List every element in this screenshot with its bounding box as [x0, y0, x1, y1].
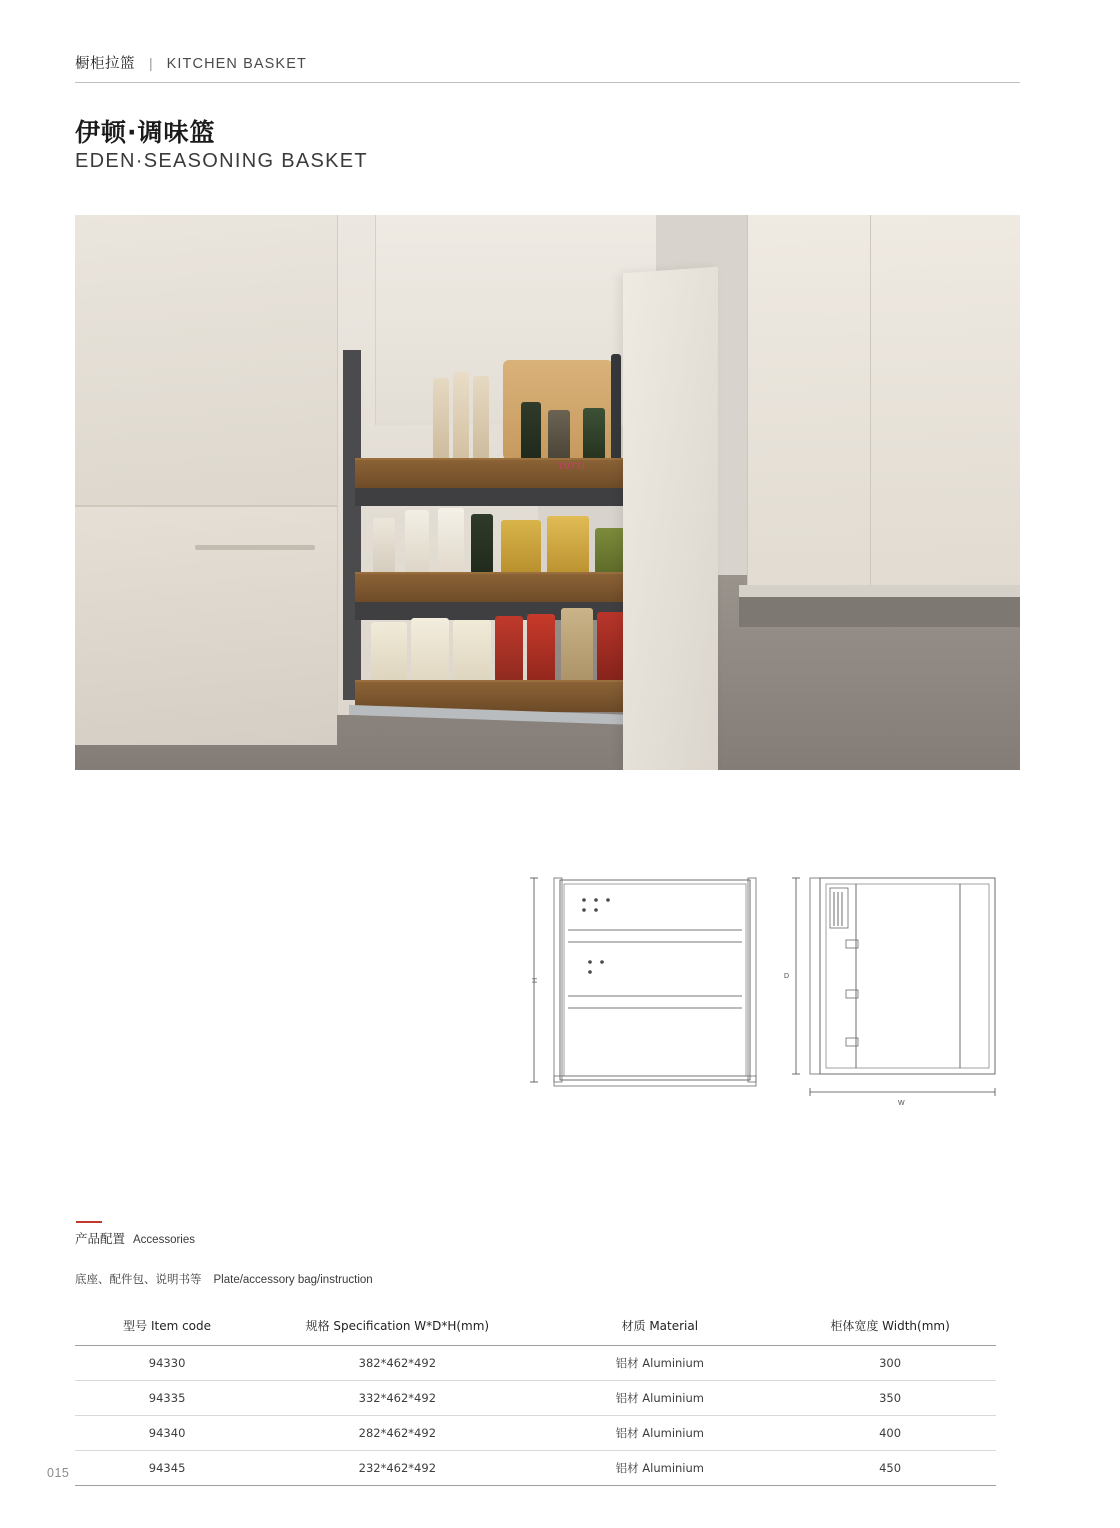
jar-olives [595, 528, 625, 574]
accessories-items [75, 1271, 373, 1287]
knife [611, 354, 621, 464]
page-title-en: EDEN·SEASONING BASKET [75, 150, 368, 172]
accessories-items-cn: 底座、配件包、说明书等 [75, 1272, 202, 1286]
page-header [75, 52, 1020, 83]
basket-rail-top [355, 488, 633, 506]
oil-bottle [583, 408, 605, 460]
bottle-middle [405, 510, 429, 574]
cell-width: 450 [784, 1451, 996, 1486]
cell-specification: 382*462*492 [259, 1346, 535, 1381]
column-header-specification: 规格 Specification W*D*H(mm) [259, 1308, 535, 1346]
breadcrumb-category-en: KITCHEN BASKET [166, 56, 307, 72]
page-number: 015 [47, 1466, 70, 1480]
accessories-items-en: Plate/accessory bag/instruction [213, 1274, 373, 1286]
column-header-material: 材质 Material [535, 1308, 784, 1346]
breadcrumb-category-cn: 橱柜拉篮 [75, 56, 135, 72]
technical-drawings [520, 870, 1020, 1120]
table-header-row [75, 1308, 996, 1346]
table-row [75, 1381, 996, 1416]
cell-item-code: 94340 [75, 1416, 259, 1451]
table-row [75, 1346, 996, 1381]
cell-width: 350 [784, 1381, 996, 1416]
column-header-item-code: 型号 Item code [75, 1308, 259, 1346]
can-olive-oil [547, 516, 589, 574]
accessories-title-cn: 产品配置 [75, 1231, 126, 1246]
cell-width: 400 [784, 1416, 996, 1451]
bottle-group-top [433, 378, 449, 460]
cell-material: 铝材 Aluminium [535, 1451, 784, 1486]
bottle-middle [471, 514, 493, 574]
brand-logo: TUTTI [558, 462, 586, 471]
dimension-label-w: W [898, 1100, 905, 1107]
bottle-sauce [597, 612, 625, 682]
breadcrumb-separator: | [149, 55, 153, 71]
accessories-title [75, 1229, 195, 1247]
table-row [75, 1416, 996, 1451]
basket-shelf-top [355, 458, 633, 490]
column-header-width: 柜体宽度 Width(mm) [784, 1308, 996, 1346]
dimension-label-d: D [784, 973, 790, 980]
basket-shelf-middle [355, 572, 633, 604]
jar-garlic [453, 620, 491, 682]
cell-material: 铝材 Aluminium [535, 1346, 784, 1381]
cell-specification: 232*462*492 [259, 1451, 535, 1486]
toe-kick [739, 597, 1020, 627]
accent-rule [76, 1221, 102, 1223]
breadcrumb [75, 52, 1020, 83]
bottle-middle [373, 518, 395, 574]
pullout-basket [343, 350, 633, 700]
oil-bottle [521, 402, 541, 460]
can-olive-oil [501, 520, 541, 574]
oil-bottle [548, 410, 570, 460]
jar-garlic [411, 618, 449, 682]
accessories-title-en: Accessories [133, 1234, 196, 1246]
jar-garlic [371, 622, 407, 682]
cabinet-right [747, 215, 1020, 587]
cabinet-left-lower [75, 507, 337, 745]
dimension-label-h: H [532, 977, 539, 983]
bottle-group-top [453, 372, 469, 460]
cell-item-code: 94335 [75, 1381, 259, 1416]
jar-grains [561, 608, 593, 682]
table-row [75, 1451, 996, 1486]
cell-material: 铝材 Aluminium [535, 1381, 784, 1416]
page-title-cn: 伊顿·调味篮 [75, 118, 216, 147]
cell-specification: 332*462*492 [259, 1381, 535, 1416]
cell-width: 300 [784, 1346, 996, 1381]
cabinet-door-open [623, 267, 718, 770]
cell-item-code: 94330 [75, 1346, 259, 1381]
basket-side-panel [343, 350, 361, 700]
spec-table [75, 1308, 996, 1486]
product-photo [75, 215, 1020, 770]
drawing-svg [520, 870, 1020, 1120]
bottle-group-top [473, 376, 489, 460]
cabinet-handle [195, 545, 315, 550]
cabinet-left-upper [75, 215, 337, 507]
bottle-sauce [495, 616, 523, 682]
bottle-middle [438, 508, 464, 574]
cabinet-right-seam [870, 215, 871, 587]
bottle-sauce [527, 614, 555, 682]
cell-material: 铝材 Aluminium [535, 1416, 784, 1451]
counter-right [739, 585, 1020, 597]
cell-specification: 282*462*492 [259, 1416, 535, 1451]
cell-item-code: 94345 [75, 1451, 259, 1486]
